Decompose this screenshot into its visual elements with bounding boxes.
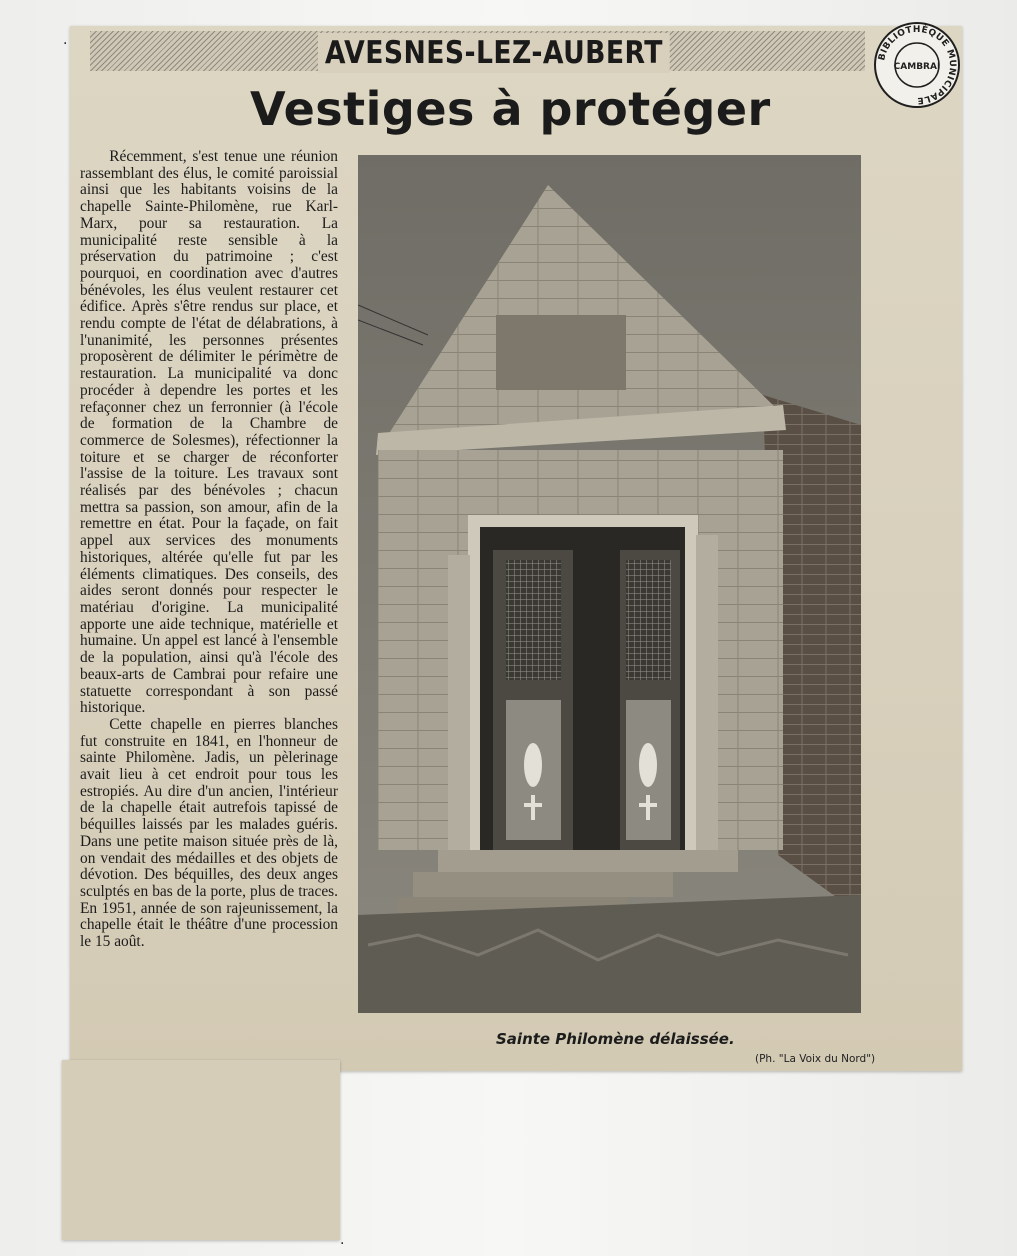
photo-credit: (Ph. "La Voix du Nord") [755,1053,876,1065]
newspaper-clipping-lower [62,1060,340,1240]
margin-mark: · [340,1236,345,1252]
article-body [80,149,338,951]
chapel-photo-image [358,155,861,1013]
chapel-step [413,872,673,897]
margin-mark: · [63,36,68,52]
headline: Vestiges à protéger [250,82,771,136]
library-stamp [872,20,962,110]
article-paragraph: Cette chapelle en pierres blanches fut construite en 1841, en l'honneur de sainte Philomène. Jadis, un pèlerinage avait lieu à cet endroit pour tous les estropiés. Au dire d'un ancien, l'intérieur de la chapelle était autrefois tapissé de béquilles laissés par les malades guéris. Dans une petite maison située près de là, on vendait des médailles et des objets de dévotion. Des béquilles, des deux anges sculptés en bas de la porte, plus de traces. En 1951, année de son rajeunissement, la chapelle était le théâtre d'une procession le 15 août. [80,715,338,951]
chapel-photo [358,155,861,1013]
article-paragraph: Récemment, s'est tenue une réunion rassemblant des élus, le comité paroissial ainsi que les habitants voisins de la chapelle Sainte-Philomène, rue Karl-Marx, pour sa restauration. La municipalité reste sensible à la préservation du patrimoine ; c'est pourquoi, en coordination avec d'autres bénévoles, les élus veulent restaurer cet édifice. Après s'être rendus sur place, et rendu compte de l'état de délabrations, à l'unanimité, les personnes présentes proposèrent de délimiter le périmètre de restauration. La municipalité va donc procéder à dependre les portes et les refaçonner chez un ferronnier (à l'école de formation de la Chambre de commerce de Solesmes), réfectionner la toiture et se charger de réconforter l'assise de la toiture. Les travaux sont réalisés par des bénévoles ; chacun mettra sa passion, son amour, afin de la remettre en état. Pour la façade, on fait appel aux services des monuments historiques, altérée qu'elle fut par les éléments climatiques. Des conseils, des aides seront donnés pour respecter le matériau d'origine. La municipalité apporte une aide technique, matérielle et humaine. Un appel est lancé à l'ensemble de la population, ainsi qu'à l'école des beaux-arts de Cambrai pour refaire une statuette correspondant à son passé historique. [80,148,338,717]
stamp-outer-text: BIBLIOTHÈQUE MUNICIPALE [877,24,958,106]
stamp-inner-text: CAMBRAI [893,62,941,72]
chapel-step [438,850,738,872]
section-title: AVESNES-LEZ-AUBERT [318,33,670,73]
gable-plaque [496,315,626,390]
photo-caption: Sainte Philomène délaissée. [496,1030,735,1048]
